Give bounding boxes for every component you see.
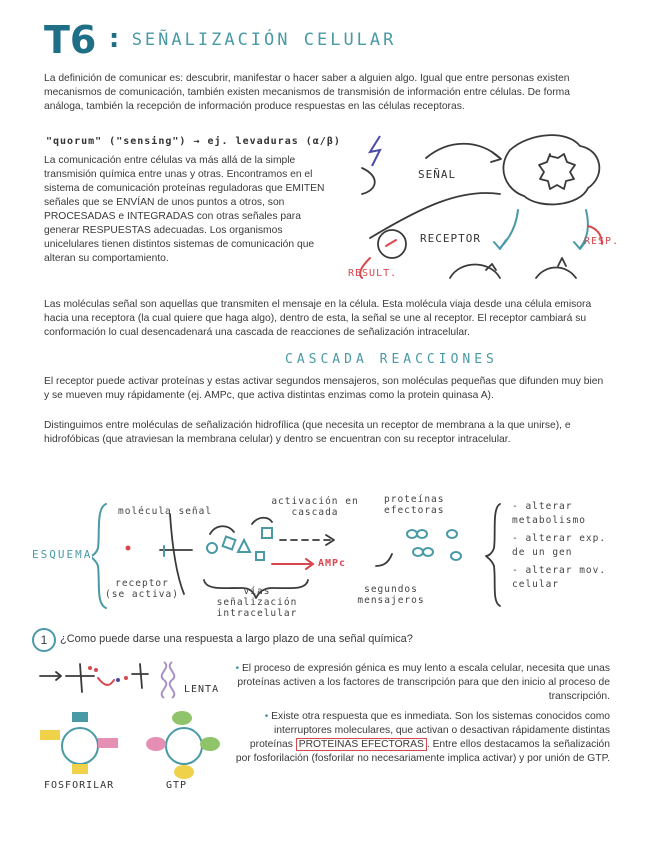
right-brace xyxy=(486,504,500,606)
answer-bullet-2-pre: Existe otra respuesta que es inmediata. Son los sistemas conocidos como interruptores moleculares, que activan o desactivan rápidamente distintas proteínas xyxy=(249,711,610,750)
cascade-triangle xyxy=(238,540,250,552)
dna-icon xyxy=(162,662,167,698)
effect-movement: - alterar mov. celular xyxy=(512,565,607,590)
gtp-cycle xyxy=(166,728,202,764)
answer-bullet-2-post: . Entre ellos destacamos la señalización por fosforilación (fosforilar no necesariamente implica activar) y por unión de GTP. xyxy=(235,739,610,764)
target-cell xyxy=(503,135,599,204)
teal-arrow-1 xyxy=(500,210,518,248)
bullet-dot-1: • xyxy=(235,663,242,674)
page-title: SEÑALIZACIÓN CELULAR xyxy=(131,30,397,50)
question-text: ¿Como puede darse una respuesta a largo plazo de una señal química? xyxy=(60,633,413,645)
answer-bullet-1 xyxy=(234,662,610,704)
bullet-dot-2: • xyxy=(264,711,272,722)
signal-curve xyxy=(362,168,375,194)
intro-paragraph-2: La comunicación entre células va más allá de la simple transmisión química entre unas y otras. Encontramos en el sistema de comunicación proteínas reguladoras que EMITEN señales que se ENVÍAN de unos puntos a otros, son PROCESADAS e INTEGRADAS con otras señales para generar RESPUESTAS adecuadas. Los organismos unicelulares tienen distintos sistemas de comunicación que alteran su comportamiento. xyxy=(44,155,325,264)
quorum-note: "quorum" ("sensing") → ej. levaduras (α/β) xyxy=(46,136,341,147)
answer-diagrams xyxy=(36,656,226,786)
cell-signaling-diagram xyxy=(340,128,630,290)
effector-2 xyxy=(536,268,576,279)
esquema-label: ESQUEMA xyxy=(32,548,93,561)
title-separator: : xyxy=(108,24,120,54)
lightning-icon xyxy=(370,136,380,166)
pathways-label: vías señalización intracelular xyxy=(216,586,298,619)
signal-dot xyxy=(126,546,131,551)
ampc-label: AMPc xyxy=(318,558,347,569)
arrow-top xyxy=(426,144,500,158)
cascade-circle xyxy=(207,543,217,553)
cascade-square-2 xyxy=(262,528,272,538)
answer-bullet-2 xyxy=(234,710,610,766)
hydrophilic-paragraph: Distinguimos entre moléculas de señalización hidrofílica (que necesita un receptor de membrana a la que unirse), e hidrofóbicas (que atraviesan la membrana celular) y dentro se encuentran con su receptor intracelular. xyxy=(44,420,571,445)
receptor-label: RECEPTOR xyxy=(420,232,481,245)
question-number: 1 xyxy=(32,628,56,652)
section-heading-cascada: CASCADA REACCIONES xyxy=(285,352,498,367)
cascade-square-1 xyxy=(223,537,236,550)
arrow-1 xyxy=(210,526,234,534)
receptor-activation-paragraph: El receptor puede activar proteínas y estas activar segundos mensajeros, son moléculas pequeñas que difunden muy bien y se mueven muy rápidamente (ej. AMPc, que activa distintas enzimas como la protein quinasa A). xyxy=(44,376,604,401)
chapter-number: T6 xyxy=(44,18,97,62)
arrow-2 xyxy=(252,518,272,524)
receptor-activates-label: receptor (se activa) xyxy=(105,578,179,600)
gtp-label: GTP xyxy=(166,780,188,791)
fosforilar-label: FOSFORILAR xyxy=(44,780,115,791)
signal-label: SEÑAL xyxy=(418,168,457,181)
signal-molecules-paragraph: Las moléculas señal son aquellas que transmiten el mensaje en la célula. Esta molécula viaja desde una célula emisora hacia una receptora (la cual quiere que haga algo), dentro de esta, la señal se une al receptor. El receptor cambiará su conformación lo cual desencadenará una cascada de reacciones de señalización intracelular. xyxy=(44,299,592,338)
effects-list xyxy=(512,500,612,592)
resp-label: RESP. xyxy=(584,236,620,247)
intro-paragraph-1: La definición de comunicar es: descubrir, manifestar o hacer saber a alguien algo. Igual que entre personas existen mecanismos de comunicación, también existen mecanismos de transmisión de información entre células. De forma análoga, también la recepción de información produce respuestas en las células receptoras. xyxy=(44,73,570,112)
answer-bullet-1-text: El proceso de expresión génica es muy lento a escala celular, necesita que unas proteínas activen a los factores de transcripción para que den inicio al proceso de transcripción. xyxy=(237,663,610,702)
effectors-label: proteínas efectoras xyxy=(384,494,445,516)
effect-gene: - alterar exp. de un gen xyxy=(512,533,607,558)
receptor-circle xyxy=(378,230,406,258)
result-label: RESULT. xyxy=(348,268,398,279)
nucleus-star xyxy=(539,154,575,189)
phosphorylation-cycle xyxy=(62,728,98,764)
lenta-label: LENTA xyxy=(184,684,220,695)
second-messengers-label: segundos mensajeros xyxy=(357,584,425,606)
molecule-label: molécula señal xyxy=(118,506,213,517)
effector-1 xyxy=(450,265,500,279)
cascade-label: activación en cascada xyxy=(271,496,359,518)
effector-proteins-box: PROTEINAS EFECTORAS xyxy=(296,738,427,751)
title-block xyxy=(44,18,396,62)
cascade-square-3 xyxy=(256,552,264,560)
effect-metabolism: - alterar metabolismo xyxy=(512,501,586,526)
